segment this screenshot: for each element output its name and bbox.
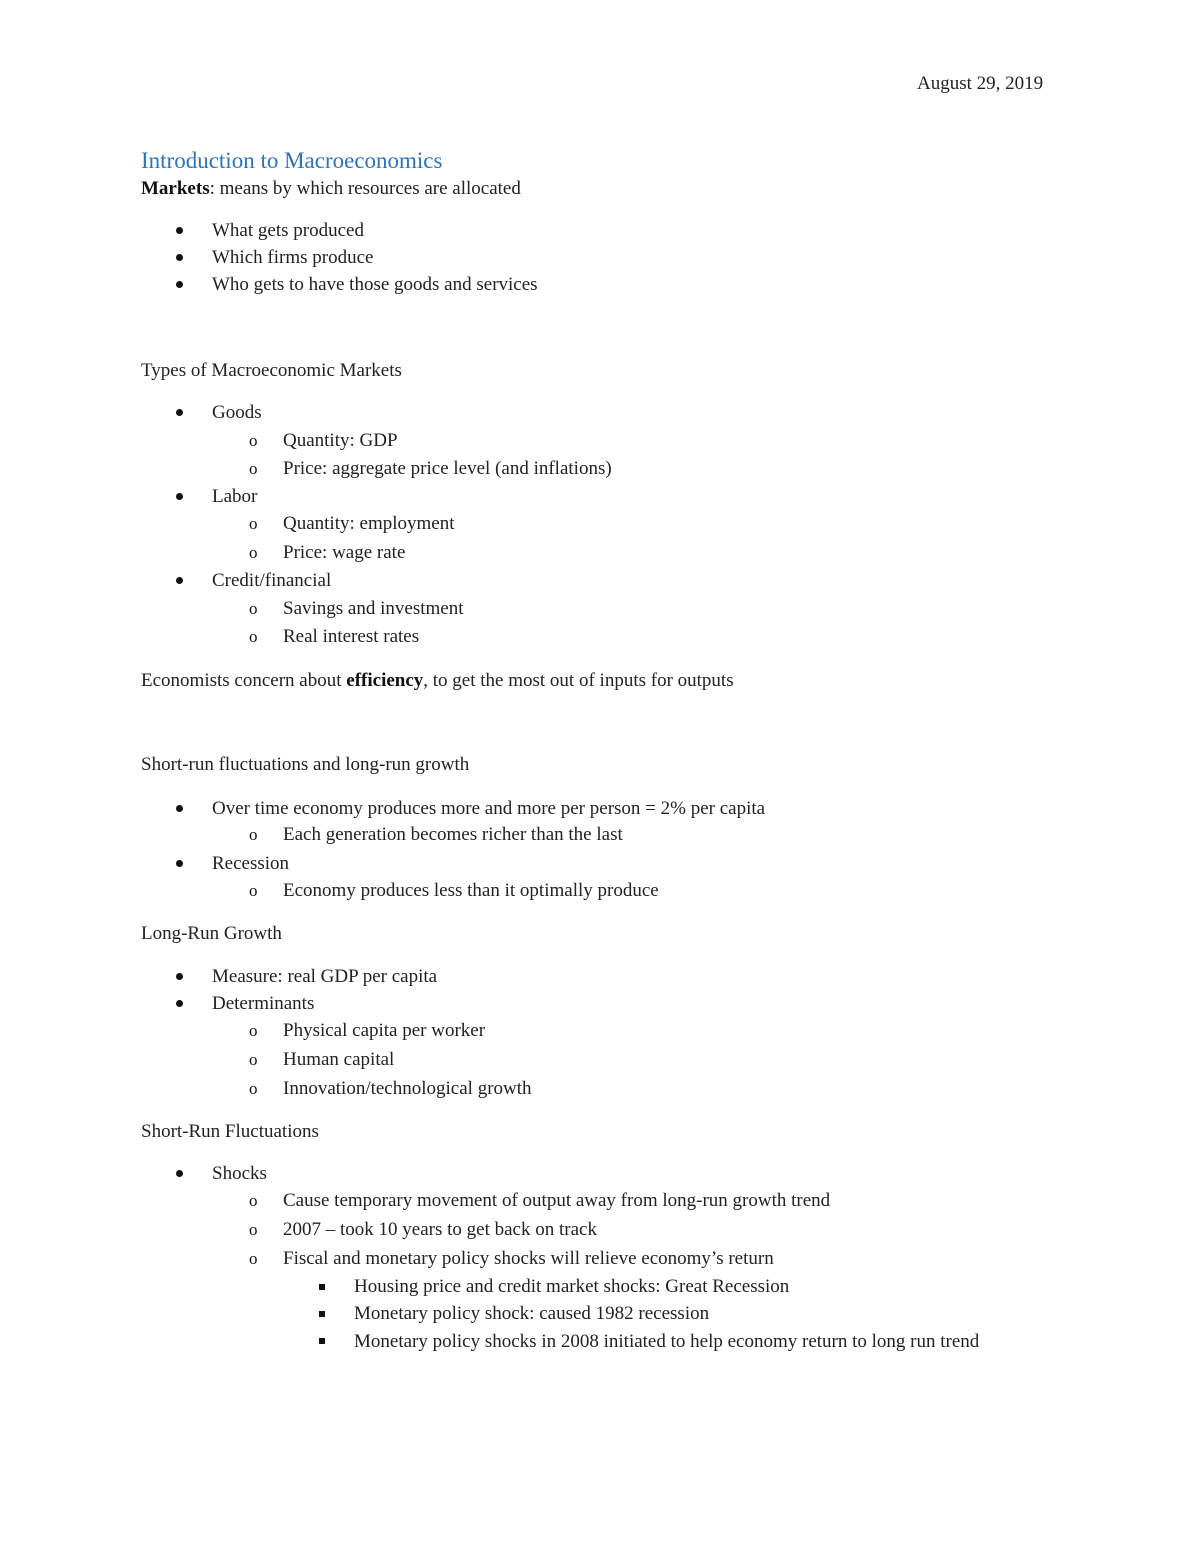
circle-bullet-icon: o bbox=[249, 431, 258, 450]
sub-list-item: Savings and investment bbox=[283, 598, 464, 619]
bullet-icon bbox=[176, 805, 183, 812]
section-heading-types: Types of Macroeconomic Markets bbox=[141, 360, 402, 381]
list-item-labor: Labor bbox=[212, 486, 258, 507]
section-heading-longrun: Long-Run Growth bbox=[141, 923, 282, 944]
bullet-icon bbox=[176, 227, 183, 234]
sub-sub-list-item: Monetary policy shock: caused 1982 recession bbox=[354, 1303, 710, 1324]
markets-term: Markets bbox=[141, 178, 210, 199]
bullet-icon bbox=[176, 577, 183, 584]
list-item: Measure: real GDP per capita bbox=[212, 966, 438, 987]
efficiency-after: , to get the most out of inputs for outputs bbox=[423, 670, 734, 691]
sub-list-item: Real interest rates bbox=[283, 626, 420, 647]
sub-list-item: Fiscal and monetary policy shocks will relieve economy’s return bbox=[283, 1248, 774, 1269]
sub-list-item: Physical capita per worker bbox=[283, 1020, 486, 1041]
sub-sub-list-item: Housing price and credit market shocks: Great Recession bbox=[354, 1276, 790, 1297]
list-item: Recession bbox=[212, 853, 290, 874]
square-bullet-icon bbox=[319, 1311, 325, 1317]
bullet-icon bbox=[176, 254, 183, 261]
sub-list-item: Each generation becomes richer than the last bbox=[283, 824, 623, 845]
list-item-goods: Goods bbox=[212, 402, 262, 423]
list-item-credit: Credit/financial bbox=[212, 570, 332, 591]
sub-list-item: Economy produces less than it optimally produce bbox=[283, 880, 659, 901]
sub-list-item: Price: wage rate bbox=[283, 542, 406, 563]
circle-bullet-icon: o bbox=[249, 881, 258, 900]
efficiency-statement bbox=[141, 669, 734, 693]
list-item: Who gets to have those goods and services bbox=[212, 274, 538, 295]
markets-definition-text: : means by which resources are allocated bbox=[209, 178, 521, 199]
document-date: August 29, 2019 bbox=[917, 73, 1044, 94]
section-heading-shortrun: Short-Run Fluctuations bbox=[141, 1121, 319, 1142]
circle-bullet-icon: o bbox=[249, 1050, 258, 1069]
sub-list-item: Price: aggregate price level (and inflations) bbox=[283, 458, 612, 479]
circle-bullet-icon: o bbox=[249, 1191, 258, 1210]
efficiency-before: Economists concern about bbox=[141, 670, 347, 691]
bullet-icon bbox=[176, 281, 183, 288]
efficiency-term: efficiency bbox=[346, 670, 424, 691]
circle-bullet-icon: o bbox=[249, 599, 258, 618]
circle-bullet-icon: o bbox=[249, 459, 258, 478]
square-bullet-icon bbox=[319, 1338, 325, 1344]
circle-bullet-icon: o bbox=[249, 1079, 258, 1098]
list-item: Determinants bbox=[212, 993, 315, 1014]
circle-bullet-icon: o bbox=[249, 1249, 258, 1268]
circle-bullet-icon: o bbox=[249, 1220, 258, 1239]
bullet-icon bbox=[176, 493, 183, 500]
bullet-icon bbox=[176, 1170, 183, 1177]
bullet-icon bbox=[176, 1000, 183, 1007]
bullet-icon bbox=[176, 409, 183, 416]
list-item: What gets produced bbox=[212, 220, 364, 241]
sub-sub-list-item: Monetary policy shocks in 2008 initiated to help economy return to long run trend bbox=[354, 1331, 980, 1352]
sub-list-item: Innovation/technological growth bbox=[283, 1078, 532, 1099]
circle-bullet-icon: o bbox=[249, 543, 258, 562]
sub-list-item: 2007 – took 10 years to get back on track bbox=[283, 1219, 597, 1240]
circle-bullet-icon: o bbox=[249, 627, 258, 646]
sub-list-item: Cause temporary movement of output away from long-run growth trend bbox=[283, 1190, 831, 1211]
section-heading-shortlong: Short-run fluctuations and long-run growth bbox=[141, 754, 470, 775]
list-item-shocks: Shocks bbox=[212, 1163, 267, 1184]
circle-bullet-icon: o bbox=[249, 825, 258, 844]
sub-list-item: Human capital bbox=[283, 1049, 395, 1070]
page-title: Introduction to Macroeconomics bbox=[141, 148, 443, 173]
sub-list-item: Quantity: GDP bbox=[283, 430, 398, 451]
list-item: Which firms produce bbox=[212, 247, 374, 268]
circle-bullet-icon: o bbox=[249, 514, 258, 533]
square-bullet-icon bbox=[319, 1284, 325, 1290]
sub-list-item: Quantity: employment bbox=[283, 513, 455, 534]
bullet-icon bbox=[176, 860, 183, 867]
list-item: Over time economy produces more and more per person = 2% per capita bbox=[212, 798, 766, 819]
bullet-icon bbox=[176, 973, 183, 980]
markets-definition bbox=[141, 177, 521, 201]
circle-bullet-icon: o bbox=[249, 1021, 258, 1040]
